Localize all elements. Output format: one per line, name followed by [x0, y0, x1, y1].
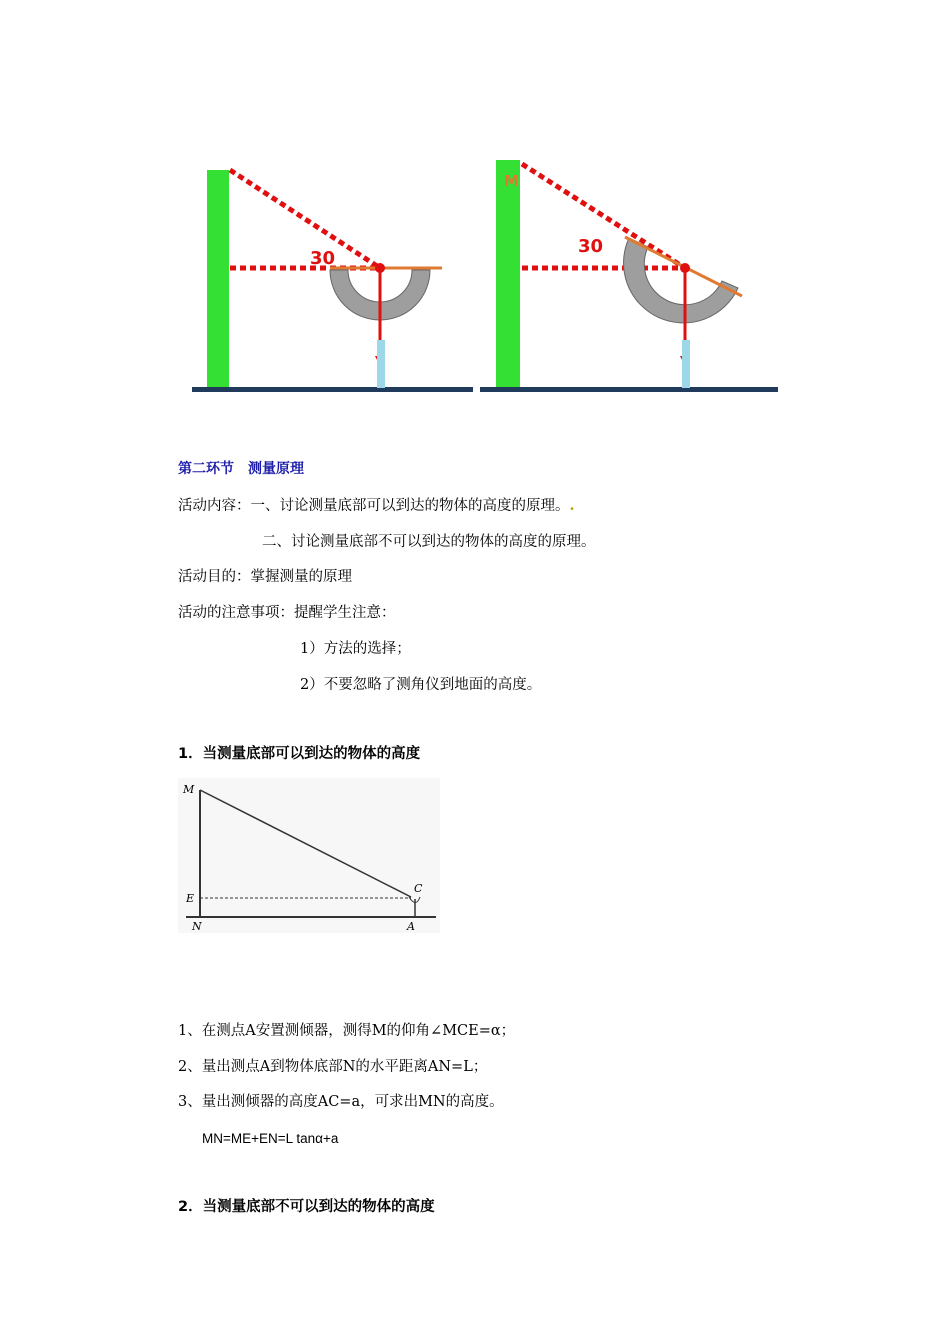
- activity-goal: 活动目的：掌握测量的原理: [178, 569, 352, 585]
- angle-label-right: 30: [578, 236, 604, 257]
- triangle-figure: [178, 778, 440, 933]
- ground-left: [192, 387, 473, 392]
- sight-line-right: [522, 164, 685, 268]
- part1-heading: 1．当测量底部可以到达的物体的高度: [178, 746, 421, 762]
- note-2: 2）不要忽略了测角仪到地面的高度。: [300, 677, 542, 693]
- label-A: A: [407, 920, 415, 933]
- step-3: 3、量出测倾器的高度AC=a，可求出MN的高度。: [178, 1094, 504, 1110]
- stand-left: [377, 340, 385, 388]
- stand-right: [682, 340, 690, 388]
- sight-line-left: [230, 170, 380, 268]
- activity-notes: 活动的注意事项：提醒学生注意：: [178, 605, 396, 621]
- ground-right: [480, 387, 778, 392]
- activity-content-item2: 二、讨论测量底部不可以到达的物体的高度的原理。: [262, 534, 596, 550]
- pivot-right: [680, 263, 690, 273]
- label-E: E: [186, 892, 195, 905]
- activity-content: [178, 496, 575, 516]
- triangle-figure-bg: [178, 778, 440, 933]
- clinometer-figure-left: [190, 160, 475, 395]
- note-1: 1）方法的选择；: [300, 641, 411, 657]
- angle-label-left: 30: [310, 248, 336, 269]
- part2-heading: 2．当测量底部不可以到达的物体的高度: [178, 1199, 435, 1215]
- protractor-right: [624, 238, 738, 323]
- label-C: C: [414, 882, 423, 895]
- activity-content-label: 活动内容：: [178, 498, 251, 514]
- label-N: N: [192, 920, 202, 933]
- pole-right: [496, 160, 520, 388]
- activity-content-item1: 一、讨论测量底部可以到达的物体的高度的原理。: [250, 498, 570, 514]
- label-M: M: [183, 783, 195, 796]
- pivot-left: [375, 263, 385, 273]
- stray-dot: .: [569, 497, 575, 514]
- pole-left: [207, 170, 229, 388]
- step-1: 1、在测点A安置测倾器，测得M的仰角∠MCE=α；: [178, 1023, 516, 1039]
- pole-label-right: M: [504, 172, 519, 190]
- section-heading: 第二环节 测量原理: [178, 461, 304, 477]
- step-2: 2、量出测点A到物体底部N的水平距离AN=L；: [178, 1059, 488, 1075]
- formula: MN=ME+EN=L tanα+a: [202, 1131, 339, 1146]
- clinometer-figure-right: [480, 160, 780, 395]
